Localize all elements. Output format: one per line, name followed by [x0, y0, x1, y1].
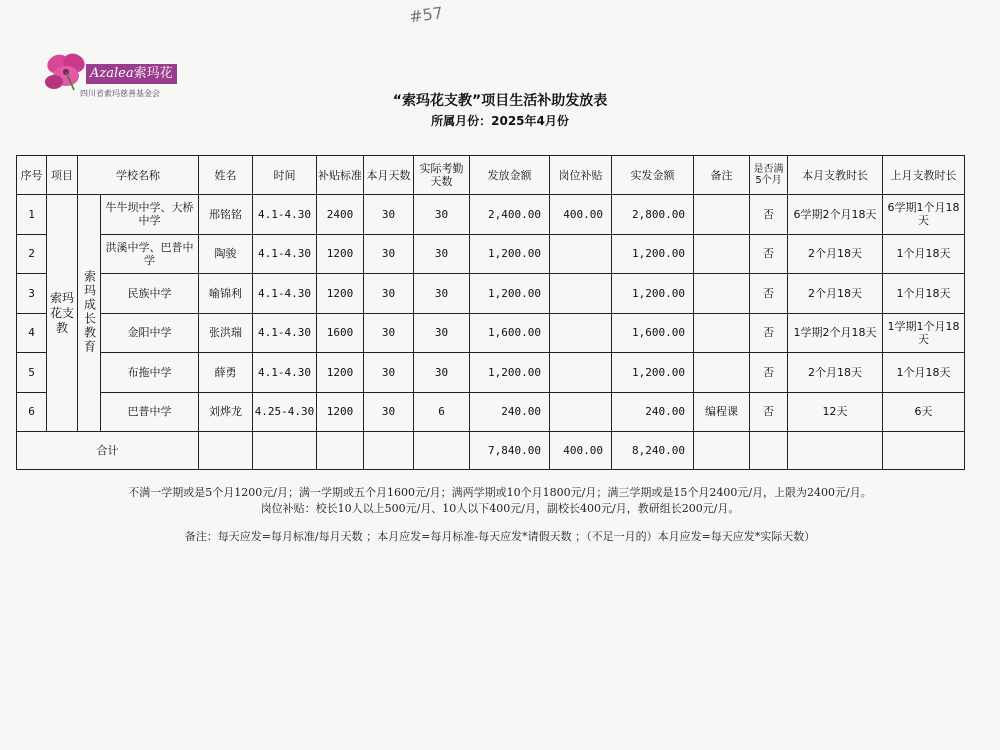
cell-name: 刘烨龙	[199, 392, 253, 432]
cell-actual-days: 6	[414, 392, 470, 432]
header-seq: 序号	[17, 156, 47, 195]
document-subtitle: 所属月份：2025年4月份	[431, 114, 569, 128]
header-row	[17, 156, 965, 195]
cell-actual-amount: 1,600.00	[612, 313, 694, 353]
total-post-allowance: 400.00	[550, 432, 612, 470]
document-title: “索玛花支教”项目生活补助发放表	[392, 93, 608, 109]
cell-remark	[694, 274, 750, 314]
cell-full5: 否	[750, 234, 788, 274]
handwritten-mark: #57	[408, 3, 445, 27]
cell-actual-days: 30	[414, 353, 470, 393]
header-amount: 发放金额	[470, 156, 550, 195]
header-full5: 是否满5个月	[750, 156, 788, 195]
header-month-days: 本月天数	[364, 156, 414, 195]
header-project: 项目	[47, 156, 78, 195]
header-actual-days: 实际考勤天数	[414, 156, 470, 195]
subsidy-table	[16, 155, 965, 470]
cell-post-allowance	[550, 353, 612, 393]
total-empty-actual-days	[414, 432, 470, 470]
cell-seq: 4	[17, 313, 47, 353]
cell-month-days: 30	[364, 274, 414, 314]
cell-school: 巴普中学	[101, 392, 199, 432]
cell-this-month-duration: 2个月18天	[788, 234, 883, 274]
cell-seq: 2	[17, 234, 47, 274]
note-subsidy-standard: 不满一学期或是5个月1200元/月；满一学期或五个月1600元/月；满两学期或10个月1800元/月；满三学期或是15个月2400元/月，上限为2400元/月。	[128, 486, 872, 499]
table-row	[17, 313, 965, 353]
cell-period: 4.25-4.30	[253, 392, 317, 432]
header-last-month-duration: 上月支教时长	[883, 156, 965, 195]
cell-name: 陶骏	[199, 234, 253, 274]
cell-project	[47, 195, 78, 432]
cell-post-allowance	[550, 274, 612, 314]
cell-actual-days: 30	[414, 274, 470, 314]
cell-amount: 1,600.00	[470, 313, 550, 353]
cell-seq: 5	[17, 353, 47, 393]
cell-period: 4.1-4.30	[253, 353, 317, 393]
cell-actual-days: 30	[414, 234, 470, 274]
cell-actual-amount: 1,200.00	[612, 353, 694, 393]
cell-school: 金阳中学	[101, 313, 199, 353]
cell-name: 张洪瑞	[199, 313, 253, 353]
logo-brand-band	[86, 64, 177, 84]
cell-full5: 否	[750, 353, 788, 393]
cell-remark	[694, 313, 750, 353]
cell-month-days: 30	[364, 313, 414, 353]
cell-school: 民族中学	[101, 274, 199, 314]
table-row	[17, 353, 965, 393]
cell-last-month-duration: 6天	[883, 392, 965, 432]
total-actual-amount: 8,240.00	[612, 432, 694, 470]
cell-post-allowance: 400.00	[550, 195, 612, 235]
cell-remark: 编程课	[694, 392, 750, 432]
header-standard: 补贴标准	[317, 156, 364, 195]
cell-name: 邢铭铭	[199, 195, 253, 235]
header-period: 时间	[253, 156, 317, 195]
cell-period: 4.1-4.30	[253, 234, 317, 274]
cell-school: 洪溪中学、巴普中学	[101, 234, 199, 274]
table-row	[17, 234, 965, 274]
table-row	[17, 392, 965, 432]
cell-full5: 否	[750, 274, 788, 314]
cell-period: 4.1-4.30	[253, 274, 317, 314]
cell-remark	[694, 353, 750, 393]
cell-period: 4.1-4.30	[253, 195, 317, 235]
cell-this-month-duration: 1学期2个月18天	[788, 313, 883, 353]
cell-period: 4.1-4.30	[253, 313, 317, 353]
cell-standard: 2400	[317, 195, 364, 235]
cell-sub-project	[78, 195, 101, 432]
cell-amount: 1,200.00	[470, 274, 550, 314]
cell-amount: 2,400.00	[470, 195, 550, 235]
header-school: 学校名称	[78, 156, 199, 195]
cell-school: 布拖中学	[101, 353, 199, 393]
total-empty-period	[253, 432, 317, 470]
cell-actual-amount: 2,800.00	[612, 195, 694, 235]
cell-standard: 1200	[317, 353, 364, 393]
header-name: 姓名	[199, 156, 253, 195]
header-actual-amount: 实发金额	[612, 156, 694, 195]
total-empty-remark	[694, 432, 750, 470]
total-empty-name	[199, 432, 253, 470]
total-row	[17, 432, 965, 470]
total-label: 合计	[17, 432, 199, 470]
note-calculation: 备注：每天应发=每月标准/每月天数 ；本月应发=每月标准-每天应发*请假天数 ；（不足一月的）本月应发=每天应发*实际天数）	[184, 530, 816, 543]
header-this-month-duration: 本月支教时长	[788, 156, 883, 195]
total-empty-this-duration	[788, 432, 883, 470]
table-row	[17, 274, 965, 314]
cell-actual-days: 30	[414, 313, 470, 353]
cell-last-month-duration: 6学期1个月18天	[883, 195, 965, 235]
table-row	[17, 195, 965, 235]
cell-standard: 1200	[317, 274, 364, 314]
cell-month-days: 30	[364, 234, 414, 274]
cell-post-allowance	[550, 313, 612, 353]
cell-full5: 否	[750, 313, 788, 353]
cell-actual-amount: 1,200.00	[612, 274, 694, 314]
total-empty-standard	[317, 432, 364, 470]
cell-standard: 1600	[317, 313, 364, 353]
cell-amount: 240.00	[470, 392, 550, 432]
total-empty-month-days	[364, 432, 414, 470]
cell-name: 薛勇	[199, 353, 253, 393]
cell-full5: 否	[750, 195, 788, 235]
project-name: 索玛花支教	[49, 290, 74, 335]
cell-post-allowance	[550, 392, 612, 432]
cell-full5: 否	[750, 392, 788, 432]
cell-this-month-duration: 6学期2个月18天	[788, 195, 883, 235]
header-post-allowance: 岗位补贴	[550, 156, 612, 195]
total-empty-full5	[750, 432, 788, 470]
logo-brand-latin: Azalea	[90, 66, 134, 81]
cell-amount: 1,200.00	[470, 234, 550, 274]
cell-standard: 1200	[317, 392, 364, 432]
cell-amount: 1,200.00	[470, 353, 550, 393]
cell-post-allowance	[550, 234, 612, 274]
cell-standard: 1200	[317, 234, 364, 274]
cell-last-month-duration: 1个月18天	[883, 274, 965, 314]
cell-name: 喻锦利	[199, 274, 253, 314]
cell-actual-amount: 1,200.00	[612, 234, 694, 274]
cell-remark	[694, 234, 750, 274]
cell-this-month-duration: 2个月18天	[788, 274, 883, 314]
total-amount: 7,840.00	[470, 432, 550, 470]
cell-school: 牛牛坝中学、大桥中学	[101, 195, 199, 235]
cell-remark	[694, 195, 750, 235]
cell-last-month-duration: 1个月18天	[883, 353, 965, 393]
cell-this-month-duration: 2个月18天	[788, 353, 883, 393]
cell-actual-amount: 240.00	[612, 392, 694, 432]
cell-seq: 6	[17, 392, 47, 432]
cell-seq: 3	[17, 274, 47, 314]
cell-last-month-duration: 1个月18天	[883, 234, 965, 274]
logo-org-name: 四川省索玛慈善基金会	[80, 89, 160, 98]
cell-last-month-duration: 1学期1个月18天	[883, 313, 965, 353]
note-post-allowance: 岗位补贴：校长10人以上500元/月、10人以下400元/月，副校长400元/月，教研组长200元/月。	[260, 502, 740, 515]
cell-month-days: 30	[364, 392, 414, 432]
cell-seq: 1	[17, 195, 47, 235]
total-empty-last-duration	[883, 432, 965, 470]
header-remark: 备注	[694, 156, 750, 195]
cell-month-days: 30	[364, 353, 414, 393]
cell-actual-days: 30	[414, 195, 470, 235]
sub-project-name: 索玛成长教育	[82, 269, 97, 354]
logo-brand-cn: 索玛花	[133, 66, 173, 81]
cell-this-month-duration: 12天	[788, 392, 883, 432]
cell-month-days: 30	[364, 195, 414, 235]
